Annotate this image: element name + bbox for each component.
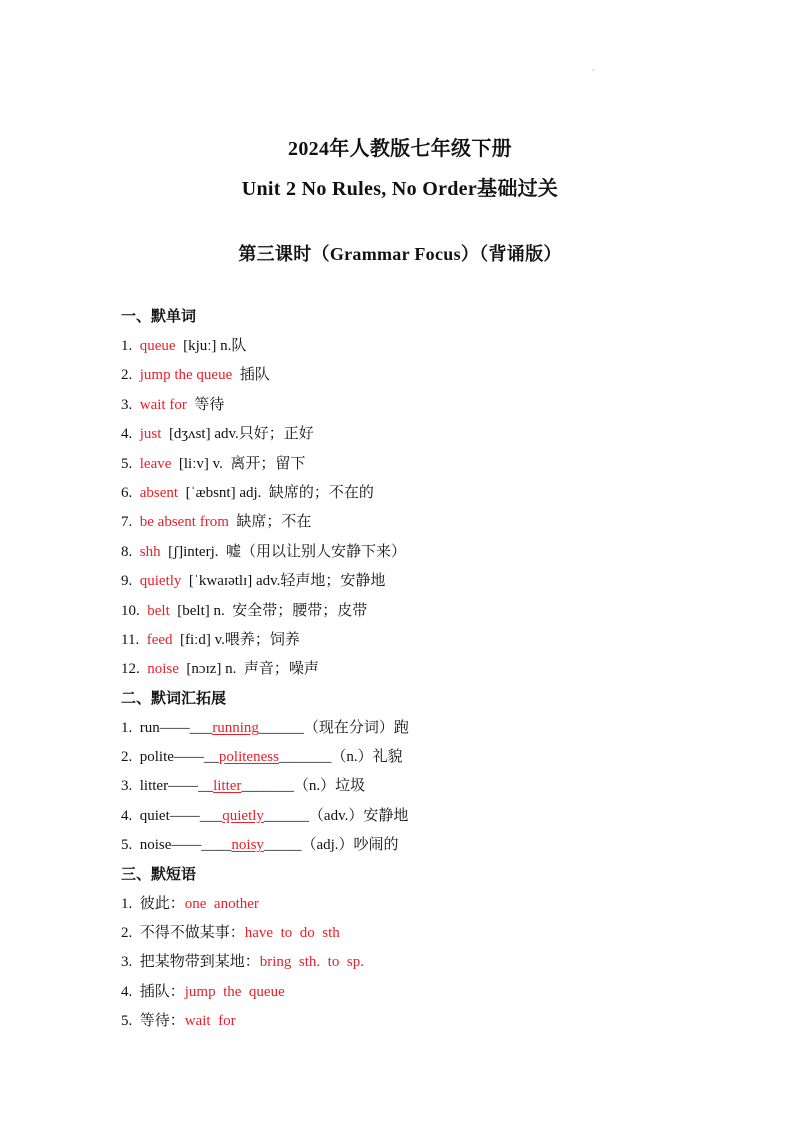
list-item (121, 482, 741, 511)
item-number: 6. (121, 484, 133, 501)
answer-word: be absent from (139, 514, 229, 531)
phrase-list (121, 893, 741, 1040)
section-heading-phrases: 三、默短语 (121, 866, 197, 883)
phrase-prompt: 插队： (139, 983, 185, 1000)
list-item (121, 394, 741, 423)
base-word: run—— (139, 719, 190, 736)
item-number: 1. (121, 895, 133, 912)
section-heading-word-forms: 二、默词汇拓展 (121, 690, 227, 707)
base-word: noise—— (139, 837, 202, 854)
list-item (121, 951, 741, 980)
section-heading-words: 一、默单词 (121, 309, 197, 325)
item-number: 1. (121, 719, 133, 736)
unit-title: Unit 2 No Rules, No Order基础过关 (241, 178, 559, 200)
list-item (121, 335, 741, 364)
item-number: 3. (121, 396, 133, 413)
item-definition: [dʒʌst] adv.只好；正好 (161, 426, 314, 443)
list-item (121, 1010, 741, 1039)
base-word: litter—— (139, 778, 199, 795)
answer-word: absent (139, 484, 179, 501)
item-note: （n.）垃圾 (293, 778, 366, 795)
blank-prefix: __ (203, 749, 219, 766)
blank-prefix: ___ (189, 719, 213, 736)
corner-mark: · (592, 66, 595, 75)
item-definition: [kjuː] n.队 (175, 338, 247, 354)
blank-suffix: ______ (258, 719, 304, 736)
answer-word: running (212, 719, 259, 736)
item-number: 4. (121, 426, 133, 443)
phrase-prompt: 把某物带到某地： (139, 954, 260, 971)
answer-phrase: have to do sth (244, 925, 340, 942)
item-number: 1. (121, 338, 133, 354)
answer-phrase: jump the queue (184, 983, 285, 1000)
list-item (121, 570, 741, 599)
answer-word: quietly (222, 807, 264, 824)
list-item (121, 717, 741, 746)
list-item (121, 893, 741, 922)
phrase-prompt: 不得不做某事： (139, 925, 245, 942)
item-number: 11. (121, 631, 140, 648)
list-item (121, 834, 741, 863)
list-item (121, 922, 741, 951)
answer-phrase: one another (184, 895, 259, 912)
list-item (121, 541, 741, 570)
answer-phrase: bring sth. to sp. (259, 954, 364, 971)
item-definition: [belt] n. 安全带；腰带；皮带 (169, 602, 368, 619)
list-item (121, 511, 741, 540)
answer-word: shh (139, 543, 161, 560)
blank-prefix: __ (198, 778, 214, 795)
item-note: （adj.）吵闹的 (301, 837, 399, 854)
item-number: 10. (121, 602, 140, 619)
item-number: 9. (121, 573, 133, 590)
list-item (121, 775, 741, 804)
list-item (121, 981, 741, 1010)
list-item (121, 629, 741, 658)
item-number: 5. (121, 455, 133, 472)
document-title: 2024年人教版七年级下册 (288, 138, 512, 160)
answer-word: belt (147, 602, 170, 619)
list-item (121, 658, 741, 687)
item-number: 7. (121, 514, 133, 531)
phrase-prompt: 等待： (139, 1013, 185, 1030)
item-number: 2. (121, 749, 133, 766)
list-item (121, 423, 741, 452)
item-number: 12. (121, 661, 140, 678)
answer-word: litter (213, 778, 242, 795)
item-note: （adv.）安静地 (308, 807, 409, 824)
item-definition: [ˈkwaɪətlɪ] adv.轻声地；安静地 (181, 573, 386, 590)
item-definition: [fiːd] v.喂养；饲养 (172, 631, 300, 648)
item-note: （n.）礼貌 (331, 749, 403, 766)
item-number: 4. (121, 807, 133, 824)
answer-word: wait for (139, 396, 187, 413)
list-item (121, 746, 741, 775)
blank-prefix: ____ (201, 837, 232, 854)
item-definition: [liːv] v. 离开；留下 (171, 455, 306, 472)
item-note: （现在分词）跑 (303, 719, 409, 736)
answer-word: noise (147, 661, 179, 678)
item-definition: [ʃ]interj. 嘘（用以让别人安静下来） (160, 543, 406, 560)
lesson-title: 第三课时（Grammar Focus）（背诵版） (238, 244, 562, 264)
worksheet-content (121, 306, 741, 1040)
answer-word: jump the queue (139, 367, 233, 384)
base-word: polite—— (139, 749, 204, 766)
phrase-prompt: 彼此： (139, 895, 185, 912)
item-number: 2. (121, 925, 133, 942)
answer-word: politeness (218, 749, 279, 766)
answer-word: queue (139, 338, 176, 354)
answer-phrase: wait for (184, 1013, 236, 1030)
item-number: 3. (121, 778, 133, 795)
item-number: 4. (121, 983, 133, 1000)
answer-word: noisy (231, 837, 264, 854)
blank-suffix: _______ (278, 749, 332, 766)
item-definition: 等待 (186, 396, 225, 413)
item-definition: 插队 (232, 367, 270, 384)
item-number: 5. (121, 1013, 133, 1030)
list-item (121, 805, 741, 834)
item-number: 2. (121, 367, 133, 384)
item-definition: [ˈæbsnt] adj. 缺席的；不在的 (178, 484, 374, 501)
answer-word: quietly (139, 573, 182, 590)
item-number: 8. (121, 543, 133, 560)
blank-suffix: ______ (263, 807, 309, 824)
answer-word: feed (146, 631, 173, 648)
blank-suffix: _____ (263, 837, 302, 854)
blank-prefix: ___ (199, 807, 223, 824)
answer-word: just (139, 426, 162, 443)
item-number: 3. (121, 954, 133, 971)
word-form-list (121, 717, 741, 864)
list-item (121, 364, 741, 393)
list-item (121, 600, 741, 629)
word-list (121, 335, 741, 688)
item-definition: [nɔɪz] n. 声音；噪声 (178, 661, 319, 678)
answer-word: leave (139, 455, 172, 472)
list-item (121, 453, 741, 482)
blank-suffix: _______ (241, 778, 294, 795)
item-number: 5. (121, 837, 133, 854)
item-definition: 缺席；不在 (228, 514, 312, 531)
base-word: quiet—— (139, 807, 200, 824)
